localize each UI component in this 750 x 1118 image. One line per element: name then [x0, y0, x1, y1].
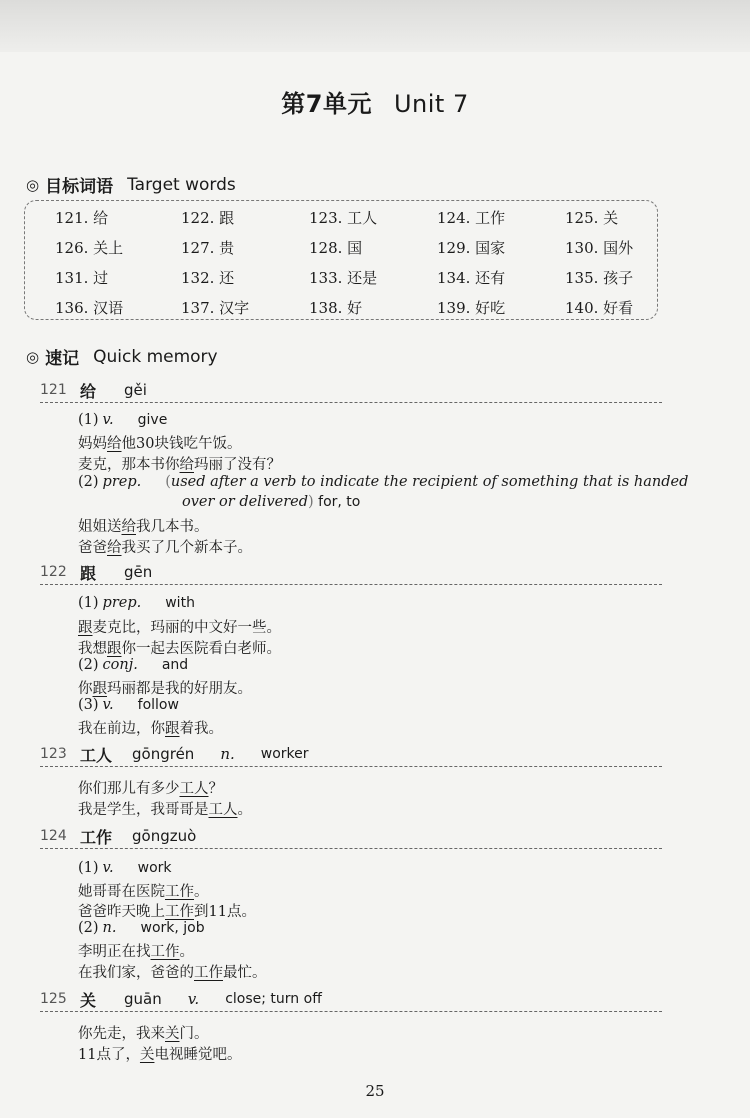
target-words-box — [24, 200, 658, 320]
quick-memory-heading-zh: 速记 — [45, 349, 80, 369]
sense-line: (3) v. follow — [78, 697, 179, 713]
entry-header — [40, 742, 662, 767]
entry-number: 121 — [40, 382, 67, 398]
top-banner — [0, 0, 750, 52]
target-word: 133. 还是 — [309, 269, 378, 287]
target-word: 129. 国家 — [437, 239, 506, 257]
target-word: 134. 还有 — [437, 269, 506, 287]
entry-gloss: worker — [260, 746, 309, 762]
target-word: 124. 工作 — [437, 209, 506, 227]
example-sentence: 姐姐送给我几本书。 — [78, 519, 209, 535]
entry-pinyin: gōngrén — [132, 745, 195, 763]
example-sentence: 你跟玛丽都是我的好朋友。 — [78, 681, 252, 697]
sense-gloss: for, to — [313, 494, 361, 510]
entry-pinyin: gōngzuò — [132, 827, 197, 845]
entry-pinyin: gēn — [124, 563, 153, 581]
entry-number: 125 — [40, 991, 67, 1007]
target-words-heading — [26, 172, 236, 197]
example-sentence: 她哥哥在医院工作。 — [78, 884, 209, 900]
example-sentence: 我是学生，我哥哥是工人。 — [78, 802, 252, 818]
entry-header — [40, 560, 662, 585]
entry-pos: n. — [220, 745, 235, 763]
sense-definition: over or delivered) — [182, 494, 314, 510]
target-word: 126. 关上 — [55, 239, 124, 257]
target-word: 135. 孩子 — [565, 269, 634, 287]
example-sentence: 爸爸给我买了几个新本子。 — [78, 540, 252, 556]
example-sentence: 跟麦克比，玛丽的中文好一些。 — [78, 620, 281, 636]
entry-pinyin: gěi — [124, 381, 147, 399]
example-sentence: 我在前边，你跟着我。 — [78, 721, 223, 737]
entry-gloss: close; turn off — [225, 991, 322, 1007]
entry-header — [40, 987, 662, 1012]
sense-line: (1) prep. with — [78, 595, 195, 611]
page-title — [0, 84, 750, 119]
title-en: Unit 7 — [393, 90, 469, 118]
entry-hanzi: 工人 — [80, 745, 113, 765]
sense-line: (2) conj. and — [78, 657, 189, 673]
entry-hanzi: 关 — [80, 990, 97, 1010]
example-sentence: 麦克，那本书你给玛丽了没有？ — [78, 457, 281, 473]
sense-pos: v. — [102, 412, 114, 428]
target-word: 138. 好 — [309, 299, 363, 317]
target-word: 121. 给 — [55, 209, 109, 227]
target-word: 123. 工人 — [309, 209, 378, 227]
example-sentence: 你先走，我来关门。 — [78, 1026, 209, 1042]
target-word: 131. 过 — [55, 269, 109, 287]
sense-line: (2) n. work, job — [78, 920, 205, 936]
sense-index: (2) — [78, 474, 99, 490]
target-word: 139. 好吃 — [437, 299, 506, 317]
double-circle-icon: ◎ — [26, 347, 40, 366]
target-word: 122. 跟 — [181, 209, 235, 227]
target-word: 128. 国 — [309, 239, 363, 257]
quick-memory-heading-en: Quick memory — [93, 346, 218, 367]
quick-memory-heading — [26, 344, 218, 369]
entry-pos: v. — [187, 990, 200, 1008]
example-sentence: 爸爸昨天晚上工作到11点。 — [78, 904, 256, 920]
target-words-heading-en: Target words — [127, 174, 236, 195]
example-sentence: 妈妈给他30块钱吃午饭。 — [78, 436, 242, 452]
page-number: 25 — [365, 1082, 385, 1100]
example-sentence: 11点了，关电视睡觉吧。 — [78, 1047, 242, 1063]
sense-definition: (used after a verb to indicate the recipient of something that is handed — [165, 474, 689, 490]
sense-pos: prep. — [102, 474, 142, 490]
target-word: 136. 汉语 — [55, 299, 124, 317]
entry-number: 122 — [40, 564, 67, 580]
example-sentence: 我想跟你一起去医院看白老师。 — [78, 641, 281, 657]
sense-line: (1) v. work — [78, 860, 172, 876]
entry-number: 123 — [40, 746, 67, 762]
sense-index: (1) — [78, 412, 99, 428]
example-sentence: 在我们家，爸爸的工作最忙。 — [78, 965, 267, 981]
target-words-heading-zh: 目标词语 — [45, 177, 114, 197]
target-word: 137. 汉字 — [181, 299, 250, 317]
example-sentence: 李明正在找工作。 — [78, 944, 194, 960]
target-word: 125. 关 — [565, 209, 619, 227]
sense-line — [78, 412, 167, 428]
entry-hanzi: 给 — [80, 381, 97, 401]
target-word: 130. 国外 — [565, 239, 634, 257]
entry-pinyin: guān — [124, 990, 162, 1008]
entry-hanzi: 跟 — [80, 563, 97, 583]
entry-header — [40, 824, 662, 849]
title-zh: 第7单元 — [281, 90, 372, 118]
target-word: 132. 还 — [181, 269, 235, 287]
target-word: 127. 贵 — [181, 239, 235, 257]
entry-header — [40, 378, 662, 403]
target-word: 140. 好看 — [565, 299, 634, 317]
double-circle-icon: ◎ — [26, 175, 40, 194]
example-sentence: 你们那儿有多少工人？ — [78, 781, 223, 797]
entry-hanzi: 工作 — [80, 827, 113, 847]
entry-number: 124 — [40, 828, 67, 844]
sense-gloss: give — [137, 412, 168, 428]
sense-line — [78, 474, 688, 490]
sense-line-cont — [182, 494, 360, 510]
